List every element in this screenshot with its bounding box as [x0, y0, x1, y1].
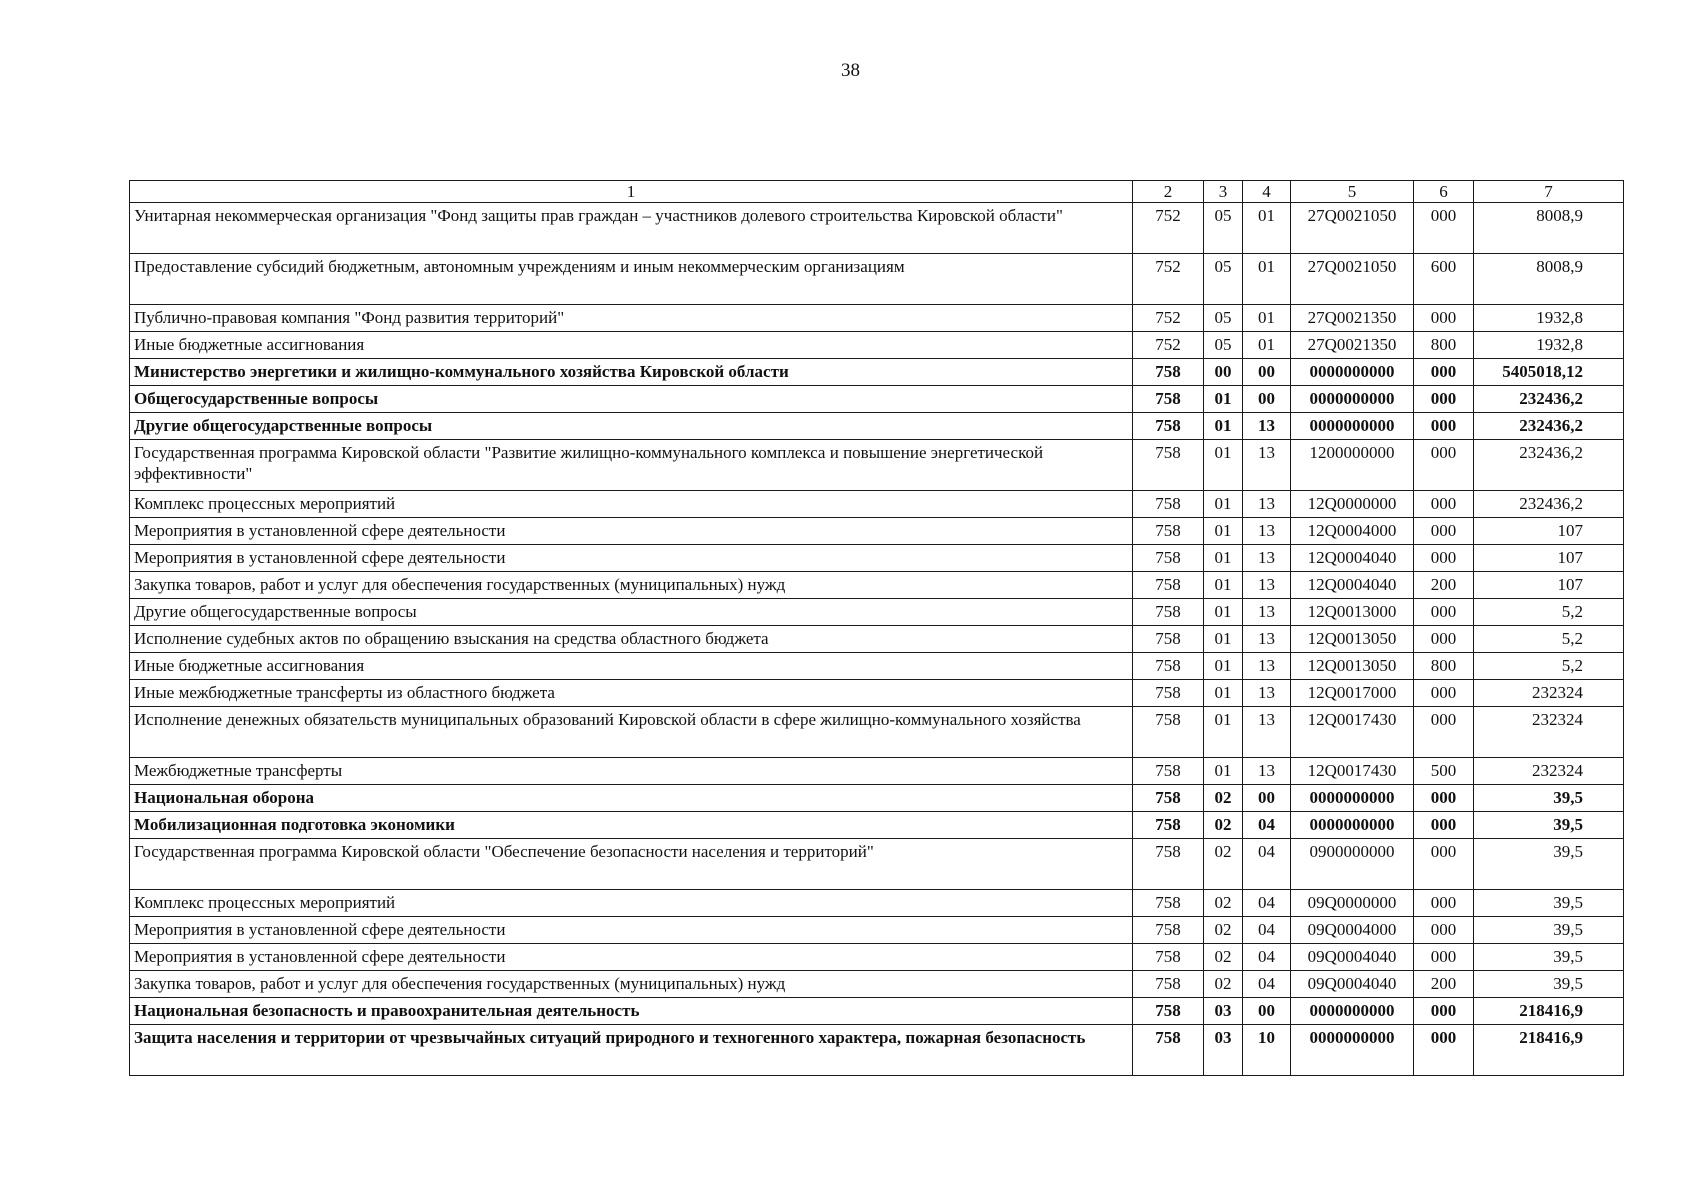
row-expense-type-cell: 000 — [1414, 440, 1474, 491]
row-section-cell: 02 — [1204, 944, 1243, 971]
row-grbs-cell: 758 — [1133, 812, 1204, 839]
row-subsection-cell: 04 — [1243, 812, 1291, 839]
row-grbs-cell: 758 — [1133, 998, 1204, 1025]
row-section-cell: 03 — [1204, 998, 1243, 1025]
row-subsection-cell: 04 — [1243, 971, 1291, 998]
row-section-cell: 02 — [1204, 785, 1243, 812]
row-amount-cell: 8008,9 — [1474, 203, 1624, 254]
row-amount-cell: 232324 — [1474, 680, 1624, 707]
row-grbs-cell: 758 — [1133, 917, 1204, 944]
row-section-cell: 01 — [1204, 386, 1243, 413]
row-grbs-cell: 758 — [1133, 680, 1204, 707]
row-section-cell: 02 — [1204, 890, 1243, 917]
row-section-cell: 01 — [1204, 491, 1243, 518]
row-name-cell: Исполнение судебных актов по обращению взыскания на средства областного бюджета — [130, 626, 1133, 653]
row-name-cell: Общегосударственные вопросы — [130, 386, 1133, 413]
row-amount-cell: 218416,9 — [1474, 998, 1624, 1025]
row-target-article-cell: 0000000000 — [1291, 998, 1414, 1025]
row-subsection-cell: 04 — [1243, 839, 1291, 890]
row-amount-cell: 39,5 — [1474, 812, 1624, 839]
row-target-article-cell: 0000000000 — [1291, 413, 1414, 440]
table-row — [130, 572, 1624, 599]
row-expense-type-cell: 000 — [1414, 1025, 1474, 1076]
row-grbs-cell: 752 — [1133, 203, 1204, 254]
header-cell-2: 2 — [1133, 181, 1204, 203]
row-amount-cell: 39,5 — [1474, 971, 1624, 998]
table-row — [130, 812, 1624, 839]
table-row — [130, 386, 1624, 413]
row-target-article-cell: 0000000000 — [1291, 785, 1414, 812]
row-expense-type-cell: 000 — [1414, 545, 1474, 572]
row-name-cell: Мероприятия в установленной сфере деятельности — [130, 917, 1133, 944]
row-grbs-cell: 758 — [1133, 386, 1204, 413]
row-target-article-cell: 09Q0000000 — [1291, 890, 1414, 917]
row-subsection-cell: 13 — [1243, 518, 1291, 545]
row-name-cell: Национальная безопасность и правоохранительная деятельность — [130, 998, 1133, 1025]
row-expense-type-cell: 000 — [1414, 359, 1474, 386]
row-target-article-cell: 0000000000 — [1291, 386, 1414, 413]
row-grbs-cell: 758 — [1133, 599, 1204, 626]
row-expense-type-cell: 000 — [1414, 203, 1474, 254]
row-expense-type-cell: 500 — [1414, 758, 1474, 785]
row-section-cell: 02 — [1204, 917, 1243, 944]
row-target-article-cell: 12Q0017430 — [1291, 758, 1414, 785]
row-subsection-cell: 13 — [1243, 440, 1291, 491]
row-section-cell: 01 — [1204, 545, 1243, 572]
row-grbs-cell: 758 — [1133, 785, 1204, 812]
row-name-cell: Государственная программа Кировской области "Обеспечение безопасности населения и территорий" — [130, 839, 1133, 890]
row-subsection-cell: 01 — [1243, 254, 1291, 305]
table-row — [130, 707, 1624, 758]
row-amount-cell: 1932,8 — [1474, 305, 1624, 332]
row-amount-cell: 39,5 — [1474, 839, 1624, 890]
row-target-article-cell: 0000000000 — [1291, 1025, 1414, 1076]
table-row — [130, 413, 1624, 440]
row-subsection-cell: 00 — [1243, 998, 1291, 1025]
row-expense-type-cell: 000 — [1414, 998, 1474, 1025]
row-target-article-cell: 12Q0013000 — [1291, 599, 1414, 626]
row-target-article-cell: 0900000000 — [1291, 839, 1414, 890]
row-section-cell: 05 — [1204, 305, 1243, 332]
row-subsection-cell: 00 — [1243, 359, 1291, 386]
table-header-row — [130, 181, 1624, 203]
row-target-article-cell: 09Q0004000 — [1291, 917, 1414, 944]
row-amount-cell: 5405018,12 — [1474, 359, 1624, 386]
row-subsection-cell: 13 — [1243, 626, 1291, 653]
row-name-cell: Мероприятия в установленной сфере деятельности — [130, 518, 1133, 545]
row-amount-cell: 232436,2 — [1474, 386, 1624, 413]
page-number: 38 — [841, 60, 860, 81]
row-expense-type-cell: 000 — [1414, 413, 1474, 440]
row-target-article-cell: 0000000000 — [1291, 812, 1414, 839]
table-row — [130, 545, 1624, 572]
table-row — [130, 680, 1624, 707]
row-section-cell: 01 — [1204, 707, 1243, 758]
row-name-cell: Межбюджетные трансферты — [130, 758, 1133, 785]
row-target-article-cell: 27Q0021050 — [1291, 254, 1414, 305]
table-row — [130, 599, 1624, 626]
header-cell-7: 7 — [1474, 181, 1624, 203]
table-row — [130, 518, 1624, 545]
row-target-article-cell: 12Q0004000 — [1291, 518, 1414, 545]
row-amount-cell: 232324 — [1474, 758, 1624, 785]
row-expense-type-cell: 200 — [1414, 971, 1474, 998]
row-grbs-cell: 758 — [1133, 491, 1204, 518]
row-section-cell: 01 — [1204, 518, 1243, 545]
header-cell-4: 4 — [1243, 181, 1291, 203]
row-name-cell: Комплекс процессных мероприятий — [130, 491, 1133, 518]
row-subsection-cell: 13 — [1243, 413, 1291, 440]
table-row — [130, 971, 1624, 998]
row-amount-cell: 1932,8 — [1474, 332, 1624, 359]
row-section-cell: 01 — [1204, 626, 1243, 653]
row-amount-cell: 8008,9 — [1474, 254, 1624, 305]
table-row — [130, 758, 1624, 785]
row-name-cell: Иные бюджетные ассигнования — [130, 653, 1133, 680]
header-cell-3: 3 — [1204, 181, 1243, 203]
row-subsection-cell: 13 — [1243, 491, 1291, 518]
row-target-article-cell: 12Q0000000 — [1291, 491, 1414, 518]
row-name-cell: Мероприятия в установленной сфере деятельности — [130, 944, 1133, 971]
row-section-cell: 01 — [1204, 599, 1243, 626]
row-subsection-cell: 00 — [1243, 785, 1291, 812]
header-cell-6: 6 — [1414, 181, 1474, 203]
row-amount-cell: 39,5 — [1474, 890, 1624, 917]
row-target-article-cell: 27Q0021350 — [1291, 305, 1414, 332]
row-subsection-cell: 01 — [1243, 305, 1291, 332]
row-name-cell: Министерство энергетики и жилищно-коммунального хозяйства Кировской области — [130, 359, 1133, 386]
row-section-cell: 05 — [1204, 254, 1243, 305]
row-target-article-cell: 09Q0004040 — [1291, 971, 1414, 998]
row-expense-type-cell: 000 — [1414, 491, 1474, 518]
row-grbs-cell: 758 — [1133, 971, 1204, 998]
table-row — [130, 998, 1624, 1025]
row-expense-type-cell: 000 — [1414, 944, 1474, 971]
row-subsection-cell: 10 — [1243, 1025, 1291, 1076]
row-section-cell: 01 — [1204, 758, 1243, 785]
row-subsection-cell: 04 — [1243, 944, 1291, 971]
row-amount-cell: 5,2 — [1474, 626, 1624, 653]
row-subsection-cell: 13 — [1243, 545, 1291, 572]
header-cell-1: 1 — [130, 181, 1133, 203]
row-name-cell: Другие общегосударственные вопросы — [130, 599, 1133, 626]
row-grbs-cell: 758 — [1133, 359, 1204, 386]
row-amount-cell: 232436,2 — [1474, 413, 1624, 440]
row-name-cell: Иные межбюджетные трансферты из областного бюджета — [130, 680, 1133, 707]
row-target-article-cell: 12Q0004040 — [1291, 545, 1414, 572]
table-row — [130, 440, 1624, 491]
row-name-cell: Мобилизационная подготовка экономики — [130, 812, 1133, 839]
row-section-cell: 05 — [1204, 203, 1243, 254]
row-expense-type-cell: 000 — [1414, 785, 1474, 812]
row-target-article-cell: 0000000000 — [1291, 359, 1414, 386]
row-expense-type-cell: 200 — [1414, 572, 1474, 599]
row-section-cell: 01 — [1204, 413, 1243, 440]
table-body — [130, 181, 1624, 1076]
row-amount-cell: 107 — [1474, 572, 1624, 599]
row-target-article-cell: 12Q0013050 — [1291, 626, 1414, 653]
row-subsection-cell: 13 — [1243, 758, 1291, 785]
row-subsection-cell: 00 — [1243, 386, 1291, 413]
row-name-cell: Государственная программа Кировской области "Развитие жилищно-коммунального комплекса и повышение энергетической эффективности" — [130, 440, 1133, 491]
row-name-cell: Публично-правовая компания "Фонд развития территорий" — [130, 305, 1133, 332]
row-grbs-cell: 752 — [1133, 332, 1204, 359]
row-amount-cell: 107 — [1474, 518, 1624, 545]
row-expense-type-cell: 600 — [1414, 254, 1474, 305]
table-row — [130, 1025, 1624, 1076]
row-target-article-cell: 12Q0017000 — [1291, 680, 1414, 707]
row-subsection-cell: 13 — [1243, 653, 1291, 680]
row-subsection-cell: 13 — [1243, 707, 1291, 758]
row-expense-type-cell: 000 — [1414, 599, 1474, 626]
row-amount-cell: 232436,2 — [1474, 491, 1624, 518]
row-subsection-cell: 04 — [1243, 917, 1291, 944]
row-grbs-cell: 758 — [1133, 1025, 1204, 1076]
row-name-cell: Исполнение денежных обязательств муниципальных образований Кировской области в сфере жилищно-коммунального хозяйства — [130, 707, 1133, 758]
row-amount-cell: 39,5 — [1474, 785, 1624, 812]
row-subsection-cell: 13 — [1243, 599, 1291, 626]
row-name-cell: Защита населения и территории от чрезвычайных ситуаций природного и техногенного характера, пожарная безопасность — [130, 1025, 1133, 1076]
row-amount-cell: 107 — [1474, 545, 1624, 572]
row-section-cell: 01 — [1204, 440, 1243, 491]
row-expense-type-cell: 000 — [1414, 518, 1474, 545]
row-section-cell: 05 — [1204, 332, 1243, 359]
table-row — [130, 653, 1624, 680]
table-row — [130, 332, 1624, 359]
row-expense-type-cell: 000 — [1414, 305, 1474, 332]
row-subsection-cell: 13 — [1243, 572, 1291, 599]
row-subsection-cell: 04 — [1243, 890, 1291, 917]
row-name-cell: Унитарная некоммерческая организация "Фонд защиты прав граждан – участников долевого строительства Кировской области" — [130, 203, 1133, 254]
row-section-cell: 02 — [1204, 839, 1243, 890]
row-target-article-cell: 12Q0004040 — [1291, 572, 1414, 599]
row-amount-cell: 232324 — [1474, 707, 1624, 758]
row-name-cell: Национальная оборона — [130, 785, 1133, 812]
row-section-cell: 02 — [1204, 812, 1243, 839]
row-target-article-cell: 09Q0004040 — [1291, 944, 1414, 971]
row-name-cell: Закупка товаров, работ и услуг для обеспечения государственных (муниципальных) нужд — [130, 971, 1133, 998]
row-name-cell: Комплекс процессных мероприятий — [130, 890, 1133, 917]
row-grbs-cell: 758 — [1133, 944, 1204, 971]
row-grbs-cell: 752 — [1133, 254, 1204, 305]
row-section-cell: 00 — [1204, 359, 1243, 386]
row-expense-type-cell: 000 — [1414, 812, 1474, 839]
row-expense-type-cell: 000 — [1414, 839, 1474, 890]
row-amount-cell: 39,5 — [1474, 944, 1624, 971]
row-expense-type-cell: 800 — [1414, 653, 1474, 680]
row-amount-cell: 5,2 — [1474, 653, 1624, 680]
row-grbs-cell: 758 — [1133, 653, 1204, 680]
table-row — [130, 203, 1624, 254]
row-expense-type-cell: 000 — [1414, 626, 1474, 653]
row-expense-type-cell: 000 — [1414, 890, 1474, 917]
row-section-cell: 02 — [1204, 971, 1243, 998]
header-cell-5: 5 — [1291, 181, 1414, 203]
row-subsection-cell: 01 — [1243, 203, 1291, 254]
row-grbs-cell: 758 — [1133, 440, 1204, 491]
row-target-article-cell: 1200000000 — [1291, 440, 1414, 491]
row-expense-type-cell: 000 — [1414, 386, 1474, 413]
row-target-article-cell: 12Q0013050 — [1291, 653, 1414, 680]
row-grbs-cell: 752 — [1133, 305, 1204, 332]
row-section-cell: 03 — [1204, 1025, 1243, 1076]
table-row — [130, 254, 1624, 305]
row-section-cell: 01 — [1204, 572, 1243, 599]
row-name-cell: Иные бюджетные ассигнования — [130, 332, 1133, 359]
table-row — [130, 890, 1624, 917]
row-grbs-cell: 758 — [1133, 545, 1204, 572]
row-section-cell: 01 — [1204, 680, 1243, 707]
row-name-cell: Предоставление субсидий бюджетным, автономным учреждениям и иным некоммерческим организациям — [130, 254, 1133, 305]
table-row — [130, 785, 1624, 812]
table-row — [130, 359, 1624, 386]
table-row — [130, 491, 1624, 518]
row-name-cell: Мероприятия в установленной сфере деятельности — [130, 545, 1133, 572]
table-row — [130, 626, 1624, 653]
row-subsection-cell: 01 — [1243, 332, 1291, 359]
row-name-cell: Другие общегосударственные вопросы — [130, 413, 1133, 440]
row-grbs-cell: 758 — [1133, 626, 1204, 653]
row-grbs-cell: 758 — [1133, 707, 1204, 758]
table-row — [130, 917, 1624, 944]
row-grbs-cell: 758 — [1133, 839, 1204, 890]
row-subsection-cell: 13 — [1243, 680, 1291, 707]
row-target-article-cell: 27Q0021050 — [1291, 203, 1414, 254]
row-expense-type-cell: 800 — [1414, 332, 1474, 359]
row-amount-cell: 5,2 — [1474, 599, 1624, 626]
row-section-cell: 01 — [1204, 653, 1243, 680]
row-grbs-cell: 758 — [1133, 758, 1204, 785]
row-name-cell: Закупка товаров, работ и услуг для обеспечения государственных (муниципальных) нужд — [130, 572, 1133, 599]
row-grbs-cell: 758 — [1133, 413, 1204, 440]
row-expense-type-cell: 000 — [1414, 917, 1474, 944]
budget-table — [129, 180, 1624, 1076]
row-grbs-cell: 758 — [1133, 572, 1204, 599]
row-grbs-cell: 758 — [1133, 890, 1204, 917]
row-amount-cell: 232436,2 — [1474, 440, 1624, 491]
row-grbs-cell: 758 — [1133, 518, 1204, 545]
table-row — [130, 839, 1624, 890]
row-expense-type-cell: 000 — [1414, 707, 1474, 758]
row-target-article-cell: 27Q0021350 — [1291, 332, 1414, 359]
table-row — [130, 944, 1624, 971]
row-target-article-cell: 12Q0017430 — [1291, 707, 1414, 758]
row-amount-cell: 218416,9 — [1474, 1025, 1624, 1076]
row-expense-type-cell: 000 — [1414, 680, 1474, 707]
table-row — [130, 305, 1624, 332]
row-amount-cell: 39,5 — [1474, 917, 1624, 944]
